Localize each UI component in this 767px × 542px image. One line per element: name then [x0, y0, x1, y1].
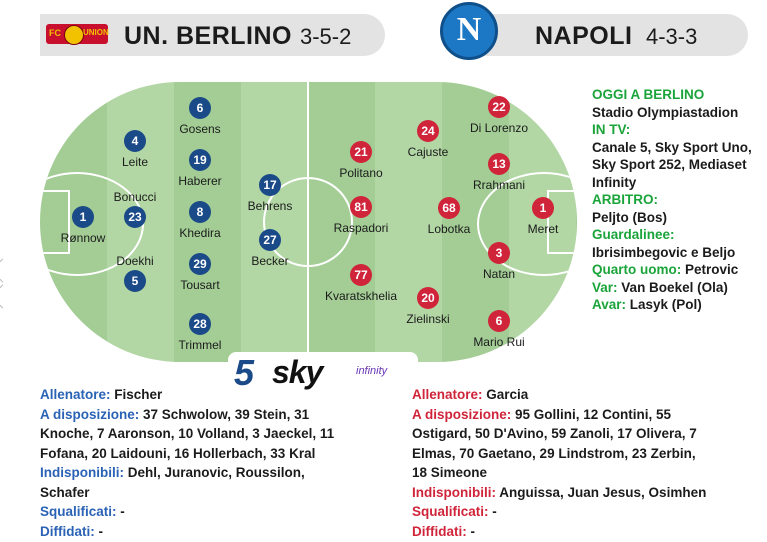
tv-label: IN TV:	[592, 122, 631, 137]
union-logo-disc	[64, 25, 84, 45]
coach-name: Garcia	[486, 387, 529, 402]
stadium-name: Stadio Olympiastadion	[592, 104, 739, 120]
player-name: Di Lorenzo	[469, 121, 529, 135]
tv-channels-line-3: Infinity	[592, 174, 637, 190]
union-logo-word: UNION	[83, 28, 109, 37]
unavailable-line: Dehl, Juranovic, Roussilon,	[127, 465, 305, 480]
player-name: Politano	[339, 166, 383, 180]
player-name: Bonucci	[113, 190, 157, 204]
suspended-value: -	[492, 504, 497, 519]
canale5-logo: 5	[234, 352, 255, 393]
player-number: 17	[259, 174, 281, 196]
var-name: Van Boekel (Ola)	[621, 279, 728, 295]
left-chevron-icon-2	[0, 284, 15, 308]
player-number: 1	[72, 206, 94, 228]
away-player	[404, 197, 494, 236]
coach-name: Fischer	[114, 387, 163, 402]
coach-label: Allenatore:	[412, 387, 483, 402]
infinity-logo: infinity	[356, 365, 388, 377]
away-player	[454, 310, 544, 349]
referee-name: Peljto (Bos)	[592, 209, 668, 225]
away-player	[454, 242, 544, 281]
player-number: 8	[189, 201, 211, 223]
bench-line: Elmas, 70 Gaetano, 29 Lindstrom, 23 Zerbin,	[412, 445, 696, 461]
bench-line: Ostigard, 50 D'Avino, 59 Zanoli, 17 Olivera, 7	[412, 426, 697, 441]
tv-channels-line-1: Canale 5, Sky Sport Uno,	[592, 139, 752, 155]
warned-label: Diffidati:	[40, 523, 95, 539]
player-number: 68	[438, 197, 460, 219]
player-number: 5	[124, 270, 146, 292]
player-name: Lobotka	[427, 222, 471, 236]
bench-line: 37 Schwolow, 39 Stein, 31	[143, 406, 310, 422]
bench-label: A disposizione:	[40, 406, 140, 422]
home-team-notes	[40, 385, 405, 541]
player-number: 3	[488, 242, 510, 264]
var-label: Var:	[592, 279, 618, 295]
linesmen-label: Guardalinee:	[592, 227, 675, 242]
player-number: 24	[417, 120, 439, 142]
fourth-official-name: Petrovic	[685, 262, 739, 277]
player-name: Becker	[251, 254, 289, 268]
bench-line: Knoche, 7 Aaronson, 10 Volland, 3 Jaeckel, 11	[40, 426, 335, 441]
player-number: 13	[488, 153, 510, 175]
away-team-notes	[412, 385, 762, 541]
player-name: Natan	[482, 267, 516, 281]
player-name: Cajuste	[407, 145, 449, 159]
player-name: Behrens	[247, 199, 293, 213]
warned-label: Diffidati:	[412, 523, 467, 539]
home-player	[155, 313, 245, 352]
bench-label: A disposizione:	[412, 406, 512, 422]
bench-line: Fofana, 20 Laidouni, 16 Hollerbach, 33 Kral	[40, 445, 316, 461]
coach-label: Allenatore:	[40, 387, 111, 402]
home-player	[155, 97, 245, 136]
match-date-label: OGGI A BERLINO	[592, 87, 705, 102]
player-name: Meret	[527, 222, 559, 236]
player-number: 29	[189, 253, 211, 275]
napoli-logo-letter: N	[456, 11, 482, 48]
union-berlin-logo	[46, 24, 108, 44]
away-player	[454, 96, 544, 135]
unavailable-line: Anguissa, Juan Jesus, Osimhen	[499, 484, 707, 500]
player-name: Doekhi	[116, 254, 154, 268]
player-number: 6	[488, 310, 510, 332]
player-name: Rønnow	[60, 231, 106, 245]
bench-line: 18 Simeone	[412, 465, 488, 480]
unavailable-label: Indisponibili:	[412, 484, 496, 500]
player-name: Raspadori	[333, 221, 389, 235]
away-player	[316, 196, 406, 235]
linesmen-names: Ibrisimbegovic e Beljo	[592, 244, 736, 260]
napoli-logo	[440, 2, 498, 60]
player-number: 1	[532, 197, 554, 219]
player-name: Mario Rui	[473, 335, 525, 349]
home-player	[225, 229, 315, 268]
player-number: 22	[488, 96, 510, 118]
avar-name: Lasyk (Pol)	[629, 297, 702, 312]
player-name: Haberer	[178, 174, 222, 188]
warned-value: -	[98, 523, 104, 539]
player-name: Zielinski	[406, 312, 450, 326]
player-name: Tousart	[180, 278, 220, 292]
left-goal-box-top	[40, 190, 68, 192]
suspended-label: Squalificati:	[40, 504, 117, 519]
player-name: Gosens	[179, 122, 221, 136]
player-number: 27	[259, 229, 281, 251]
player-number: 81	[350, 196, 372, 218]
warned-value: -	[470, 523, 476, 539]
away-formation: 4-3-3	[646, 24, 698, 49]
home-player	[225, 174, 315, 213]
player-number: 77	[350, 264, 372, 286]
player-name: Leite	[121, 155, 149, 169]
home-team-name: UN. BERLINO	[124, 22, 292, 50]
away-player	[454, 153, 544, 192]
left-chevron-icon	[0, 258, 15, 282]
unavailable-line: Schafer	[40, 484, 90, 500]
player-number: 21	[350, 141, 372, 163]
suspended-label: Squalificati:	[412, 504, 489, 519]
player-number: 19	[189, 149, 211, 171]
player-name: Khedira	[179, 226, 221, 240]
right-goal-box-top	[547, 190, 577, 192]
right-goal-box-bottom	[547, 252, 577, 254]
left-goal-box-bottom	[40, 252, 70, 254]
union-logo-fc: FC	[49, 28, 61, 38]
player-name: Trimmel	[178, 338, 222, 352]
player-number: 6	[189, 97, 211, 119]
unavailable-label: Indisponibili:	[40, 465, 124, 480]
away-team-name: NAPOLI	[535, 22, 633, 50]
avar-label: Avar:	[592, 297, 627, 312]
player-name: Kvaratskhelia	[324, 289, 398, 303]
away-player	[498, 197, 588, 236]
match-info-panel	[592, 86, 767, 314]
referee-label: ARBITRO:	[592, 192, 658, 207]
player-number: 4	[124, 130, 146, 152]
player-number: 28	[189, 313, 211, 335]
player-name: Rrahmani	[472, 178, 526, 192]
sky-logo: sky	[272, 354, 323, 390]
fourth-official-label: Quarto uomo:	[592, 262, 682, 277]
tv-channels-line-2: Sky Sport 252, Mediaset	[592, 157, 747, 172]
bench-line: 95 Gollini, 12 Contini, 55	[515, 406, 672, 422]
player-number: 20	[417, 287, 439, 309]
suspended-value: -	[120, 504, 125, 519]
home-formation: 3-5-2	[300, 24, 352, 49]
player-number: 23	[124, 206, 146, 228]
